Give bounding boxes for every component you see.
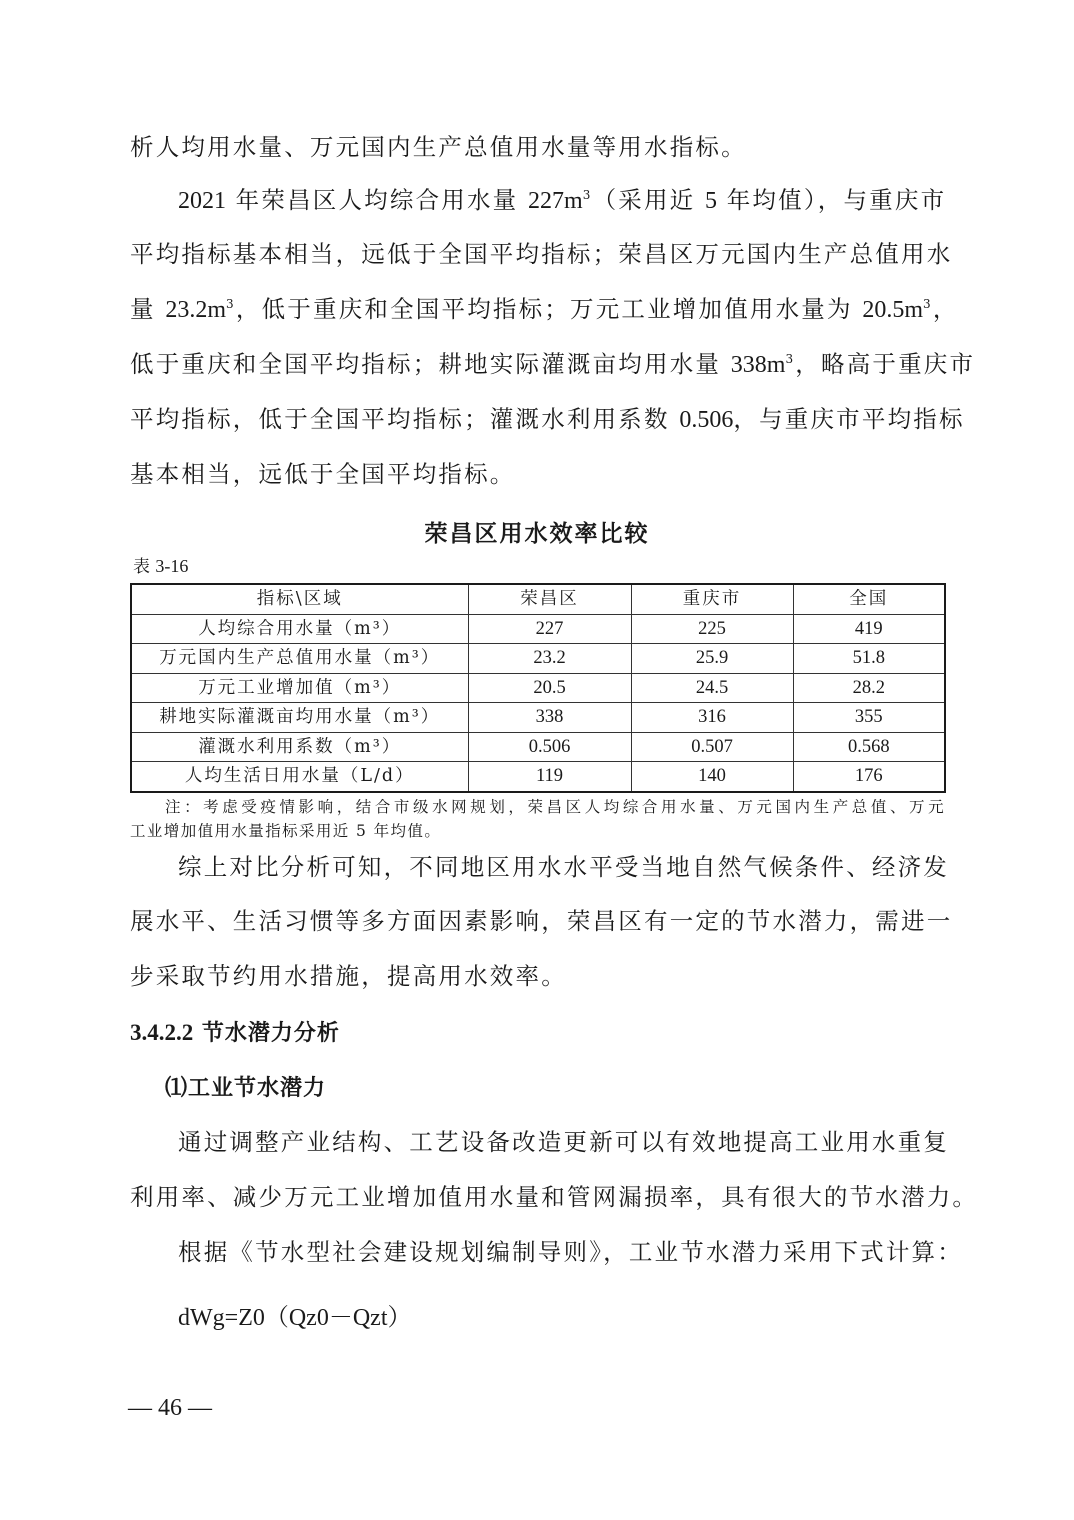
text-fragment: ，	[932, 295, 959, 323]
section-heading	[130, 1016, 340, 1047]
national-cell: 355	[793, 703, 945, 733]
national-cell: 51.8	[793, 644, 945, 674]
chongqing-cell: 0.507	[631, 732, 793, 762]
table-header-cell: 荣昌区	[468, 584, 631, 614]
indicator-cell: 万元国内生产总值用水量（m³）	[131, 644, 468, 674]
text-fragment: 20.5m	[862, 297, 924, 323]
table-header-cell: 重庆市	[631, 584, 793, 614]
chongqing-cell: 225	[631, 614, 793, 644]
superscript: 3	[582, 188, 593, 202]
paragraph-line: 根据《节水型社会建设规划编制导则》，工业节水潜力采用下式计算：	[178, 1238, 963, 1266]
rongchang-cell: 20.5	[468, 673, 631, 703]
text-fragment: ，与重庆市平均指标	[733, 405, 965, 433]
indicator-cell: 人均综合用水量（m³）	[131, 614, 468, 644]
indicator-cell: 灌溉水利用系数（m³）	[131, 732, 468, 762]
table-row	[131, 703, 945, 733]
water-efficiency-table	[130, 583, 946, 793]
chongqing-cell: 316	[631, 703, 793, 733]
text-fragment: 年均值），与重庆市	[717, 186, 947, 214]
superscript: 3	[785, 352, 796, 366]
paragraph-line: 析人均用水量、万元国内生产总值用水量等用水指标。	[130, 133, 747, 161]
table-label	[133, 552, 188, 577]
indicator-cell: 万元工业增加值（m³）	[131, 673, 468, 703]
paragraph-line	[178, 185, 945, 216]
rongchang-cell: 227	[468, 614, 631, 644]
text-fragment: ，低于重庆和全国平均指标；万元工业增加值用水量为	[235, 295, 863, 323]
rongchang-cell: 0.506	[468, 732, 631, 762]
table-row	[131, 762, 945, 792]
text-fragment: ，略高于重庆市	[795, 350, 976, 378]
paragraph-line: 平均指标基本相当，远低于全国平均指标；荣昌区万元国内生产总值用水	[130, 240, 953, 268]
national-cell: 419	[793, 614, 945, 644]
text-fragment: 年荣昌区人均综合用水量	[226, 186, 529, 214]
national-cell: 0.568	[793, 732, 945, 762]
text-fragment: 量	[130, 295, 166, 323]
indicator-cell: 人均生活日用水量（L/d）	[131, 762, 468, 792]
text-fragment: 平均指标，低于全国平均指标；灌溉水利用系数	[130, 405, 680, 433]
national-cell: 176	[793, 762, 945, 792]
paragraph-line: 展水平、生活习惯等多方面因素影响，荣昌区有一定的节水潜力，需进一	[130, 907, 953, 935]
section-number: 3.4.2.2	[130, 1020, 194, 1045]
chongqing-cell: 25.9	[631, 644, 793, 674]
text-fragment: （采用近	[592, 186, 706, 214]
paragraph-line	[130, 294, 959, 325]
text-fragment: 5	[705, 188, 718, 214]
rongchang-cell: 23.2	[468, 644, 631, 674]
text-fragment: 0.506	[679, 407, 734, 433]
table-note: 注：考虑受疫情影响，结合市级水网规划，荣昌区人均综合用水量、万元国内生产总值、万元	[165, 798, 945, 816]
indicator-cell: 耕地实际灌溉亩均用水量（m³）	[131, 703, 468, 733]
table-label-number: 3-16	[155, 556, 189, 576]
table-row	[131, 614, 945, 644]
table-header-cell: 指标\区域	[131, 584, 468, 614]
text-fragment: 338m	[730, 352, 786, 378]
chongqing-cell: 24.5	[631, 673, 793, 703]
paragraph-line: 通过调整产业结构、工艺设备改造更新可以有效地提高工业用水重复	[178, 1128, 949, 1156]
superscript: 3	[226, 297, 236, 311]
table-header-cell: 全国	[793, 584, 945, 614]
subsection-number: ⑴	[165, 1076, 189, 1101]
text-fragment: 23.2m	[165, 297, 227, 323]
text-fragment: 2021	[178, 188, 226, 214]
paragraph-line: 综上对比分析可知，不同地区用水水平受当地自然气候条件、经济发	[178, 853, 949, 881]
table-title: 荣昌区用水效率比较	[424, 521, 650, 547]
paragraph-line: 利用率、减少万元工业增加值用水量和管网漏损率，具有很大的节水潜力。	[130, 1183, 979, 1211]
formula: dWg=Z0（Qz0－Qzt）	[178, 1305, 412, 1331]
section-title: 节水潜力分析	[193, 1021, 340, 1046]
superscript: 3	[923, 297, 933, 311]
page-number: — 46 —	[128, 1395, 212, 1421]
table-header-row	[131, 584, 945, 614]
text-fragment: 低于重庆和全国平均指标；耕地实际灌溉亩均用水量	[130, 350, 731, 378]
table-row	[131, 732, 945, 762]
paragraph-line	[130, 404, 965, 435]
subsection-title: 工业节水潜力	[188, 1076, 327, 1101]
rongchang-cell: 119	[468, 762, 631, 792]
table-row	[131, 673, 945, 703]
subsection-heading	[165, 1071, 326, 1102]
table-label-prefix: 表	[133, 557, 156, 577]
paragraph-line: 步采取节约用水措施，提高用水效率。	[130, 962, 567, 990]
paragraph-line: 基本相当，远低于全国平均指标。	[130, 460, 516, 488]
text-fragment: 227m	[528, 188, 583, 214]
rongchang-cell: 338	[468, 703, 631, 733]
table-row	[131, 644, 945, 674]
national-cell: 28.2	[793, 673, 945, 703]
chongqing-cell: 140	[631, 762, 793, 792]
table-note: 工业增加值用水量指标采用近 5 年均值。	[130, 822, 442, 840]
paragraph-line	[130, 349, 976, 380]
